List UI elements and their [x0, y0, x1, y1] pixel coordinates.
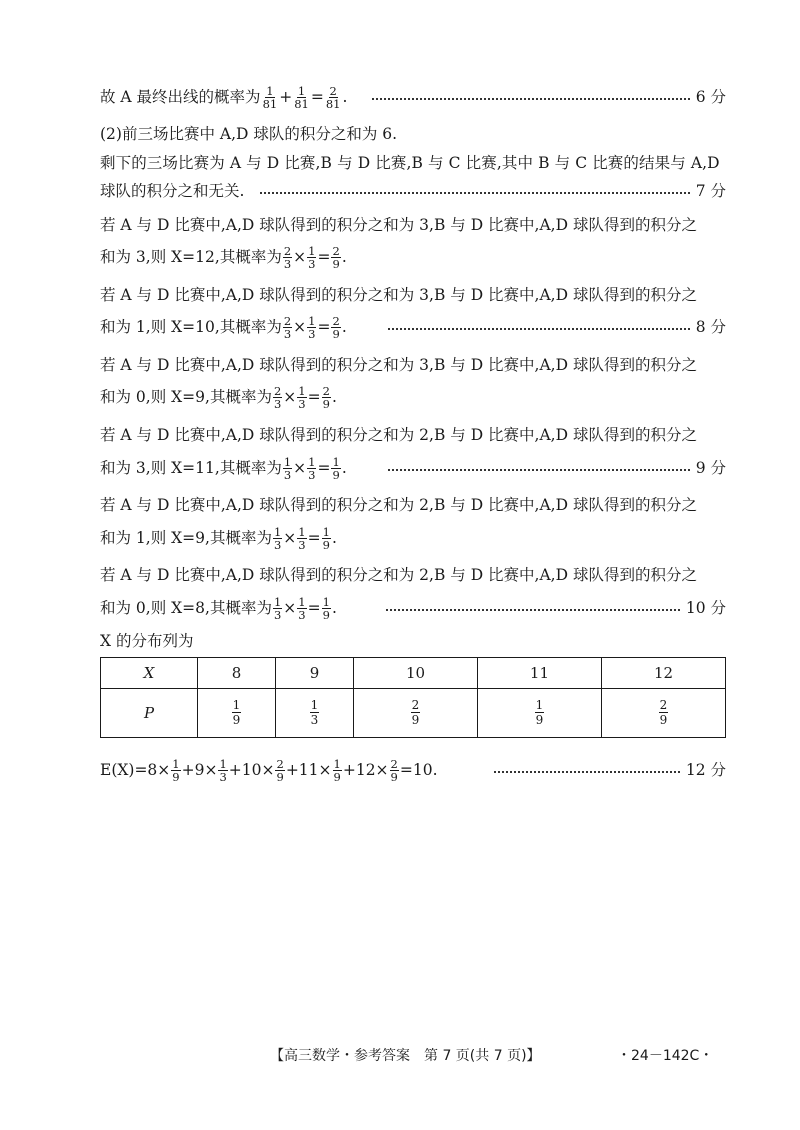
score-label: 6 分 — [695, 88, 726, 106]
equals-sign: = — [307, 529, 321, 547]
line-text: 故 A 最终出线的概率为 — [100, 88, 261, 106]
fraction: $\frac{1}{3}$ — [308, 243, 316, 271]
x-cell: 9 — [276, 658, 354, 689]
expectation-text: +11× — [285, 761, 332, 779]
line-text: 和为 0,则 X=8,其概率为 — [100, 599, 272, 617]
score-leader — [382, 595, 726, 621]
line-text: X 的分布列为 — [100, 632, 194, 650]
line-text: 若 A 与 D 比赛中,A,D 球队得到的积分之和为 2,B 与 D 比赛中,A,D 球队得到的积分之 — [100, 496, 697, 514]
expectation-text: +10× — [228, 761, 275, 779]
expectation-text: E(X)=8× — [100, 761, 171, 779]
fraction: $\frac{1}{9}$ — [172, 756, 180, 784]
period: . — [331, 388, 337, 406]
line-text: 若 A 与 D 比赛中,A,D 球队得到的积分之和为 3,B 与 D 比赛中,A,D 球队得到的积分之 — [100, 356, 697, 374]
score-label: 10 分 — [685, 599, 726, 617]
case-3-line-a — [100, 352, 730, 378]
fraction: $\frac{1}{9}$ — [332, 454, 340, 482]
case-5-line-a — [100, 492, 730, 518]
line-text: 若 A 与 D 比赛中,A,D 球队得到的积分之和为 2,B 与 D 比赛中,A,D 球队得到的积分之 — [100, 566, 697, 584]
x-cell: 10 — [354, 658, 478, 689]
case-6-line-a — [100, 562, 730, 588]
times-sign: × — [293, 248, 307, 266]
p-cell: $\frac{2}{9}$ — [354, 689, 478, 738]
score-leader — [490, 757, 726, 783]
period: . — [342, 88, 348, 106]
score-leader — [384, 314, 726, 340]
times-sign: × — [283, 529, 297, 547]
fraction: $\frac{2}{3}$ — [283, 313, 292, 341]
line-part2-intro — [100, 121, 730, 147]
fraction: $\frac{1}{9}$ — [322, 524, 330, 552]
case-4-line-a — [100, 422, 730, 448]
score-leader — [368, 84, 726, 110]
fraction: $\frac{1}{3}$ — [308, 313, 316, 341]
equals-sign: = — [307, 388, 321, 406]
fraction: $\frac{2}{9}$ — [322, 383, 330, 411]
x-cell: 11 — [477, 658, 601, 689]
case-3-line-b — [100, 384, 730, 410]
times-sign: × — [283, 599, 297, 617]
score-leader — [256, 178, 726, 204]
fraction: $\frac{1}{81}$ — [262, 83, 278, 111]
fraction: $\frac{2}{3}$ — [273, 383, 282, 411]
score-label: 9 分 — [695, 459, 726, 477]
times-sign: × — [293, 459, 307, 477]
case-2-line-a — [100, 282, 730, 308]
fraction: $\frac{2}{9}$ — [332, 243, 340, 271]
footer-code: ・24－142C・ — [617, 1048, 714, 1064]
score-label: 8 分 — [695, 318, 726, 336]
line-text: 和为 1,则 X=10,其概率为 — [100, 318, 282, 336]
equals-sign: = — [317, 459, 331, 477]
p-cell: $\frac{2}{9}$ — [601, 689, 725, 738]
fraction: $\frac{2}{81}$ — [325, 83, 341, 111]
line-remaining-games — [100, 150, 730, 176]
period: . — [331, 599, 337, 617]
p-cell: $\frac{1}{9}$ — [477, 689, 601, 738]
fraction: $\frac{1}{9}$ — [322, 594, 330, 622]
period: . — [331, 529, 337, 547]
period: . — [341, 248, 347, 266]
line-text: 和为 3,则 X=11,其概率为 — [100, 459, 282, 477]
equals-sign: = — [317, 248, 331, 266]
plus-sign: + — [279, 88, 293, 106]
x-cell: 12 — [601, 658, 725, 689]
line-text: 剩下的三场比赛为 A 与 D 比赛,B 与 D 比赛,B 与 C 比赛,其中 B 与 C 比赛的结果与 A,D — [100, 154, 720, 172]
distribution-title — [100, 628, 730, 654]
score-label: 12 分 — [685, 761, 726, 779]
fraction: $\frac{1}{3}$ — [298, 524, 306, 552]
x-row — [101, 658, 726, 689]
line-text: 和为 3,则 X=12,其概率为 — [100, 248, 282, 266]
distribution-table — [100, 657, 726, 738]
fraction: $\frac{1}{3}$ — [273, 524, 282, 552]
expectation-text: +9× — [181, 761, 218, 779]
x-cell: 8 — [198, 658, 276, 689]
p-cell: $\frac{1}{3}$ — [276, 689, 354, 738]
fraction: $\frac{1}{3}$ — [219, 756, 227, 784]
line-text: (2)前三场比赛中 A,D 球队的积分之和为 6. — [100, 125, 398, 143]
fraction: $\frac{1}{3}$ — [298, 383, 306, 411]
line-text: 和为 0,则 X=9,其概率为 — [100, 388, 272, 406]
line-text: 球队的积分之和无关. — [100, 182, 245, 200]
equals-sign: = — [307, 599, 321, 617]
fraction: $\frac{1}{3}$ — [283, 454, 292, 482]
period: . — [341, 318, 347, 336]
fraction: $\frac{1}{3}$ — [298, 594, 306, 622]
times-sign: × — [283, 388, 297, 406]
line-text: 若 A 与 D 比赛中,A,D 球队得到的积分之和为 3,B 与 D 比赛中,A,D 球队得到的积分之 — [100, 216, 697, 234]
fraction: $\frac{1}{3}$ — [308, 454, 316, 482]
equals-sign: = — [317, 318, 331, 336]
score-label: 7 分 — [695, 182, 726, 200]
fraction: $\frac{2}{3}$ — [283, 243, 292, 271]
fraction: $\frac{2}{9}$ — [390, 756, 398, 784]
fraction: $\frac{1}{81}$ — [294, 83, 309, 111]
score-leader — [384, 455, 726, 481]
fraction: $\frac{1}{3}$ — [273, 594, 282, 622]
line-text: 若 A 与 D 比赛中,A,D 球队得到的积分之和为 3,B 与 D 比赛中,A,D 球队得到的积分之 — [100, 286, 697, 304]
case-5-line-b — [100, 525, 730, 551]
p-row — [101, 689, 726, 738]
p-cell: $\frac{1}{9}$ — [198, 689, 276, 738]
expectation-text: +12× — [342, 761, 389, 779]
fraction: $\frac{1}{9}$ — [333, 756, 341, 784]
case-1-line-a — [100, 212, 730, 238]
fraction: $\frac{2}{9}$ — [276, 756, 284, 784]
times-sign: × — [293, 318, 307, 336]
footer-center: 【高三数学・参考答案 第 7 页(共 7 页)】 — [270, 1048, 541, 1064]
expectation-text: =10. — [399, 761, 438, 779]
line-text: 和为 1,则 X=9,其概率为 — [100, 529, 272, 547]
case-1-line-b — [100, 244, 730, 270]
period: . — [341, 459, 347, 477]
p-header: P — [101, 689, 198, 738]
x-header: X — [101, 658, 198, 689]
page-footer — [0, 1045, 800, 1067]
fraction: $\frac{2}{9}$ — [332, 313, 340, 341]
line-text: 若 A 与 D 比赛中,A,D 球队得到的积分之和为 2,B 与 D 比赛中,A,D 球队得到的积分之 — [100, 426, 697, 444]
equals-sign: = — [310, 88, 324, 106]
